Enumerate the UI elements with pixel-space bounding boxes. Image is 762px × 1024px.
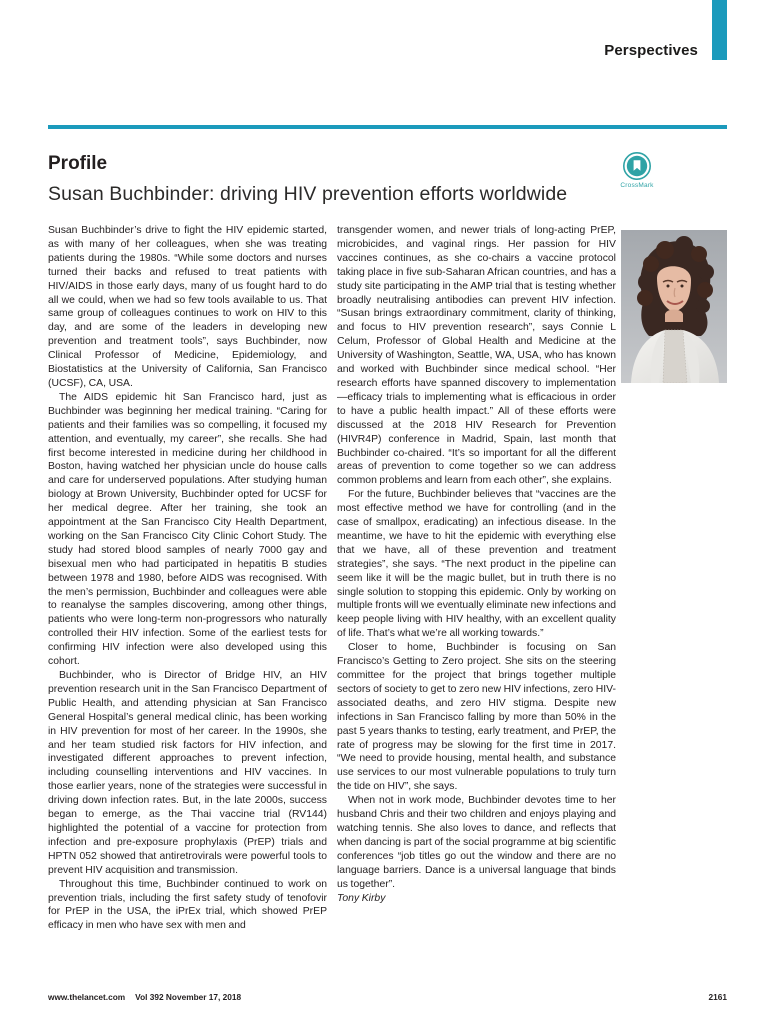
crossmark-bookmark-icon <box>614 151 660 181</box>
section-label: Perspectives <box>604 42 698 59</box>
body-paragraph: Throughout this time, Buchbinder continued to work on prevention trials, including the first safety study of tenofovir for PrEP in the USA, the iPrEx trial, which showed PrEP efficacy in men who have sex with men and <box>48 878 327 932</box>
teal-rule <box>48 125 727 129</box>
page-footer <box>48 992 727 1002</box>
body-paragraph: For the future, Buchbinder believes that “vaccines are the most effective method we have for controlling (and in the case of smallpox, eradicating) an infectious disease. In the meantime, we have to hit the epidemic with everything else that we have, all of these prevention and treatment strategies”, she says. “The next product in the pipeline can seem like it will be the magic bullet, but in truth there is no single solution to stopping this epidemic. Only by working on multiple fronts will we eventually eliminate new infections and keep people living with HIV healthy, with an excellent quality of life. That’s what we’re all working towards.” <box>337 489 616 640</box>
body-paragraph: Buchbinder, who is Director of Bridge HIV, an HIV prevention research unit in the San Francisco Department of Public Health, and attending physician at San Francisco General Hospital’s general medical clinic, has been working in HIV prevention for most of her career. In the 1990s, she and her team studied risk factors for HIV infection, and investigated different approaches to prevent infection, including counselling interventions and HIV vaccines. In those earlier years, none of the strategies were successful in driving down infection rates. But, in the late 2000s, success began to emerge, as the Thai vaccine trial (RV144) highlighted the potential of a vaccine for protection from infection and pre-exposure prophylaxis (PrEP) trials and HPTN 052 showed that antiretrovirals were powerful tools to prevent HIV acquisition and transmission. <box>48 670 327 876</box>
body-paragraph: When not in work mode, Buchbinder devotes time to her husband Chris and their two children and enjoys playing and watching tennis. She also loves to dance, and reflects that when dancing is part of the social programme at big scientific conferences “job titles go out the window and there are no language barriers. Dance is a universal language that binds us together”. <box>337 795 616 890</box>
article-kicker: Profile <box>48 153 108 174</box>
body-paragraph: Closer to home, Buchbinder is focusing on San Francisco’s Getting to Zero project. She sits on the steering committee for the project that brings together multiple sectors of society to get to zero new HIV infections, zero HIV-associated deaths, and zero HIV stigma. Despite new infections in San Francisco falling by more than 50% in the past 5 years thanks to testing, early treatment, and PrEP, the rate of progress may be slowing for the first time in 2017. “We need to provide housing, mental health, and substance use services to our most vulnerable populations to truly turn the tide on HIV”, she says. <box>337 642 616 793</box>
footer-issue: Vol 392 November 17, 2018 <box>135 992 242 1002</box>
crossmark-label: CrossMark <box>620 182 654 189</box>
author-byline: Tony Kirby <box>337 892 386 904</box>
crossmark-badge[interactable] <box>614 151 660 189</box>
text-column-1 <box>48 224 327 933</box>
footer-site: www.thelancet.com <box>48 992 126 1002</box>
body-paragraph: The AIDS epidemic hit San Francisco hard, just as Buchbinder was beginning her medical training. “Caring for patients and their families was so compelling, it focused my attention, and eventually, my career”, she recalls. She had first become interested in medicine during her childhood in Boston, having watched her physician uncle do house calls and care for underserved populations. After studying human biology at Brown University, Buchbinder opted for UCSF for her medical degree. After her training, she took an appointment at the San Francisco City Health Department, working on the San Francisco City Clinic Cohort Study. The study had stored blood samples of nearly 7000 gay and bisexual men who had participated in hepatitis B studies between 1978 and 1980, before AIDS was recognised. With the men’s permission, Buchbinder and colleagues were able to reanalyse the samples discovering, among other things, patients who were long-term non-progressors who naturally controlled their HIV infection. Some of the earliest tests for confirming HIV infection were also developed using this cohort. <box>48 391 327 668</box>
profile-photo <box>621 230 727 383</box>
page-number: 2161 <box>708 992 727 1002</box>
body-paragraph: transgender women, and newer trials of long-acting PrEP, microbicides, and vaginal rings. Her passion for HIV vaccines continues, as she co-chairs a vaccine protocol taking place in five sub-Saharan African countries, and has a study site participating in the AMP trial that is testing whether broadly neutralising antibodies can prevent HIV infection. “Susan brings extraordinary commitment, clarity of thinking, and focus to HIV prevention research”, says Connie L Celum, Professor of Global Health and Medicine at the University of Washington, Seattle, WA, USA, who has known and worked with Buchbinder since medical school. “Her research efforts have spanned discovery to implementation—efficacy trials to implementing what is efficacious in order to have a public health impact.” All of these efforts were discussed at the 2018 HIV Research for Prevention (HIVR4P) conference in Madrid, Spain, last month that Buchbinder co-chaired. “It’s so important for all the different areas of prevention to come together so we can address common problems and learn from each other”, she explains. <box>337 225 616 487</box>
teal-corner-bar <box>712 0 727 60</box>
article-title: Susan Buchbinder: driving HIV prevention efforts worldwide <box>48 183 568 205</box>
body-paragraph: Susan Buchbinder’s drive to fight the HIV epidemic started, as with many of her colleagues, when she was treating patients during the 1980s. “While some doctors and nurses turned their backs and refused to treat patients with HIV/AIDS in those early days, many of us fought hard to do all we could, when we had so few tools available to us. That same group of colleagues continues to work on HIV to this day, and are some of the leaders in developing new prevention and treatment tools”, says Buchbinder, now Clinical Professor of Medicine, Epidemiology, and Biostatistics at the University of California, San Francisco (UCSF), CA, USA. <box>48 225 327 389</box>
text-column-2 <box>337 224 616 905</box>
